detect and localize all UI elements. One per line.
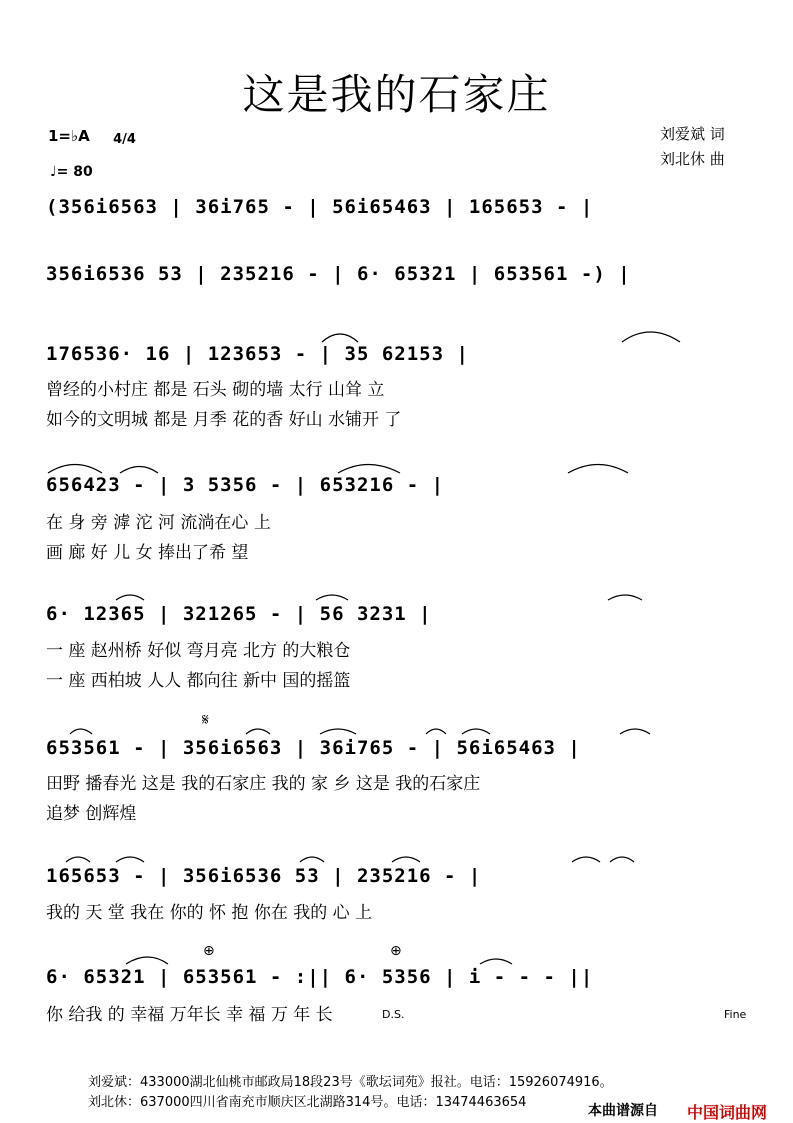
composer-credit: 刘北休 曲 [660, 150, 725, 168]
lyric-line-5b: 一 座 西柏坡 人人 都向往 新中 国的摇篮 [46, 671, 351, 691]
slur [120, 467, 158, 474]
slur [608, 595, 642, 600]
staff-line-3: 176536· 16 | 123653 - | 35 62153 | [46, 343, 469, 365]
slur [610, 857, 634, 862]
lyric-line-6a: 田野 播春光 这是 我的石家庄 我的 家 乡 这是 我的石家庄 [46, 774, 481, 794]
slur [568, 465, 628, 474]
coda-sign-2: ⊕ [390, 943, 402, 959]
key-signature: 1=♭A [48, 127, 90, 145]
lyricist-contact: 刘爱斌：433000湖北仙桃市邮政局18段23号《歌坛词苑》报社。电话：15926074916。 [88, 1075, 613, 1090]
staff-line-2: 356i6536 53 | 235216 - | 6· 65321 | 653561 -) | [46, 263, 631, 285]
slur [116, 595, 144, 600]
slur [48, 465, 102, 474]
staff-line-4: 656423 - | 3 5356 - | 653216 - | [46, 474, 445, 496]
coda-sign-1: ⊕ [203, 943, 215, 959]
slur [462, 729, 490, 734]
lyric-line-4b: 画 廊 好 儿 女 捧出了希 望 [46, 543, 249, 563]
slur [116, 857, 144, 862]
lyricist-credit: 刘爱斌 词 [660, 125, 725, 143]
staff-line-8: 6· 65321 | 653561 - :|| 6· 5356 | i - - - || [46, 966, 594, 988]
staff-line-6: 653561 - | 356i6563 | 36i765 - | 56i65463 | [46, 737, 581, 759]
lyric-line-7: 我的 天 堂 我在 你的 怀 抱 你在 我的 心 上 [46, 903, 373, 923]
slur [426, 729, 446, 734]
slur [322, 334, 358, 342]
lyric-line-4a: 在 身 旁 滹 沱 河 流淌在心 上 [46, 513, 271, 533]
staff-line-7: 165653 - | 356i6536 53 | 235216 - | [46, 865, 482, 887]
lyric-line-5a: 一 座 赵州桥 好似 弯月亮 北方 的大粮仓 [46, 641, 351, 661]
time-signature [104, 120, 136, 146]
slur [70, 729, 92, 734]
lyric-line-3a: 曾经的小村庄 都是 石头 砌的墙 太行 山耸 立 [46, 380, 385, 400]
slur [338, 465, 400, 474]
source-label: 本曲谱源自 [588, 1103, 658, 1119]
slur [300, 857, 324, 862]
slur [622, 332, 680, 342]
song-title: 这是我的石家庄 [242, 70, 551, 119]
slur [316, 595, 348, 600]
slur [66, 857, 90, 862]
lyric-line-8: 你 给我 的 幸福 万年长 幸 福 万 年 长 [46, 1005, 333, 1025]
slur [320, 729, 356, 734]
slur [392, 857, 420, 862]
segno-sign: 𝄋 [202, 710, 209, 729]
fine-marking: Fine [724, 1008, 747, 1021]
slur [246, 729, 270, 734]
slur [480, 959, 512, 964]
slur [620, 729, 650, 734]
ds-marking: D.S. [382, 1008, 405, 1021]
slur [572, 857, 600, 862]
time-signature-text: 4/4 [113, 132, 136, 147]
slur [126, 957, 168, 964]
tempo-marking: ♩= 80 [50, 164, 93, 180]
source-site-link[interactable]: 中国词曲网 [687, 1103, 768, 1122]
lyric-line-3b: 如今的文明城 都是 月季 花的香 好山 水铺开 了 [46, 410, 402, 430]
staff-line-5: 6· 12365 | 321265 - | 56 3231 | [46, 603, 432, 625]
lyric-line-6b: 追梦 创辉煌 [46, 804, 137, 824]
composer-contact: 刘北休：637000四川省南充市顺庆区北湖路314号。电话：13474463654 [88, 1095, 527, 1110]
staff-line-1: (356i6563 | 36i765 - | 56i65463 | 165653 - | [46, 196, 594, 218]
